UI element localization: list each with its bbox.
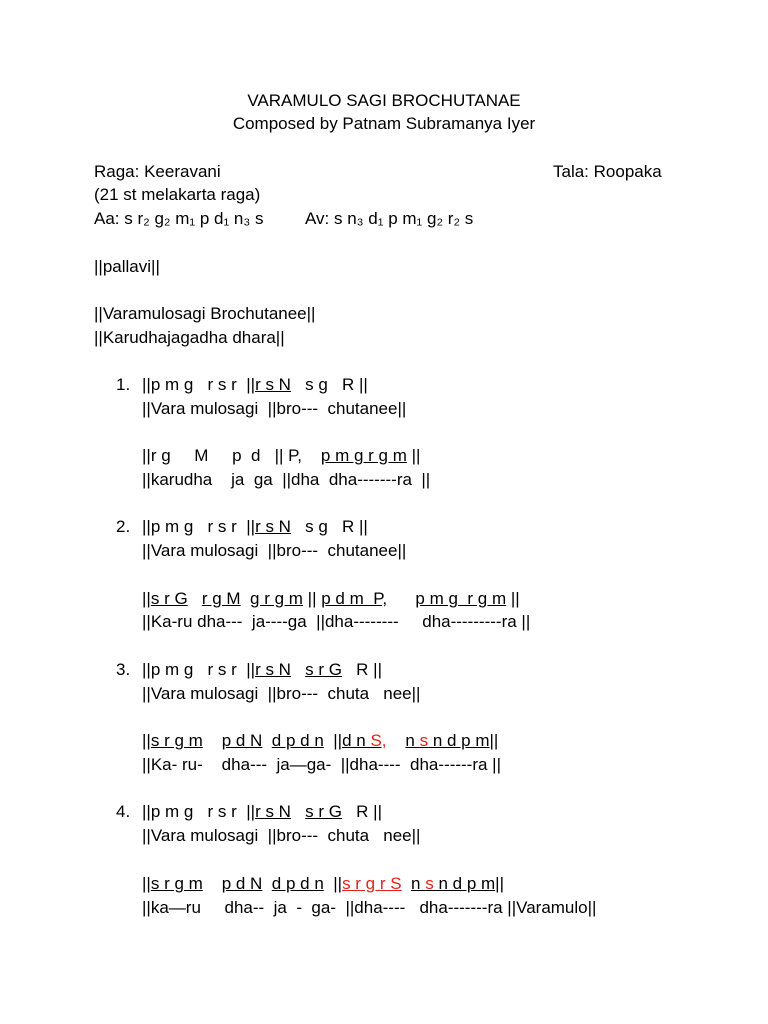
lyric-line: ||Vara mulosagi ||bro--- chuta nee|| bbox=[142, 826, 421, 845]
swara-line: ||p m g r s r ||r s N s r G R || bbox=[142, 802, 382, 821]
lyric-line: ||Ka- ru- dha--- ja—ga- ||dha---- dha------ra || bbox=[142, 755, 502, 774]
lyric-line: ||Vara mulosagi ||bro--- chuta nee|| bbox=[142, 684, 421, 703]
lyric-line: ||Vara mulosagi ||bro--- chutanee|| bbox=[142, 399, 407, 418]
sangati-number: 1. bbox=[116, 375, 131, 394]
swara-line: ||p m g r s r ||r s N s g R || bbox=[142, 517, 368, 536]
swara-line: ||p m g r s r ||r s N s g R || bbox=[142, 375, 368, 394]
arohana-scale: Aa: s r₂ g₂ m₁ p d₁ n₃ s bbox=[94, 209, 264, 228]
lyric-line: ||karudha ja ga ||dha dha-------ra || bbox=[142, 470, 431, 489]
swara-line: ||s r g m p d N d p d n ||d n S, n s n d p m|| bbox=[142, 731, 499, 750]
pallavi-line-1: ||Varamulosagi Brochutanee|| bbox=[94, 304, 316, 323]
avarohana-scale: Av: s n₃ d₁ p m₁ g₂ r₂ s bbox=[305, 209, 474, 228]
sangati-number: 2. bbox=[116, 517, 131, 536]
song-title: VARAMULO SAGI BROCHUTANAE bbox=[247, 91, 521, 110]
section-heading: ||pallavi|| bbox=[94, 257, 160, 276]
swara-line: ||p m g r s r ||r s N s r G R || bbox=[142, 660, 382, 679]
lyric-line: ||ka—ru dha-- ja - ga- ||dha---- dha-------ra ||Varamulo|| bbox=[142, 898, 597, 917]
sangati-number: 3. bbox=[116, 660, 131, 679]
swara-line: ||s r G r g M g r g m || p d m P, p m g r g m || bbox=[142, 589, 520, 608]
swara-line: ||s r g m p d N d p d n ||s r g r S n s n d p m|| bbox=[142, 874, 504, 893]
composer-line: Composed by Patnam Subramanya Iyer bbox=[232, 114, 536, 133]
lyric-line: ||Ka-ru dha--- ja----ga ||dha-------- dha---------ra || bbox=[142, 612, 531, 631]
melakarta-note: (21 st melakarta raga) bbox=[94, 185, 261, 204]
lyric-line: ||Vara mulosagi ||bro--- chutanee|| bbox=[142, 541, 407, 560]
swara-line: ||r g M p d || P, p m g r g m || bbox=[142, 446, 421, 465]
raga-label: Raga: Keeravani bbox=[94, 162, 221, 181]
tala-label: Tala: Roopaka bbox=[553, 162, 662, 181]
sangati-number: 4. bbox=[116, 802, 131, 821]
pallavi-line-2: ||Karudhajagadha dhara|| bbox=[94, 328, 285, 347]
